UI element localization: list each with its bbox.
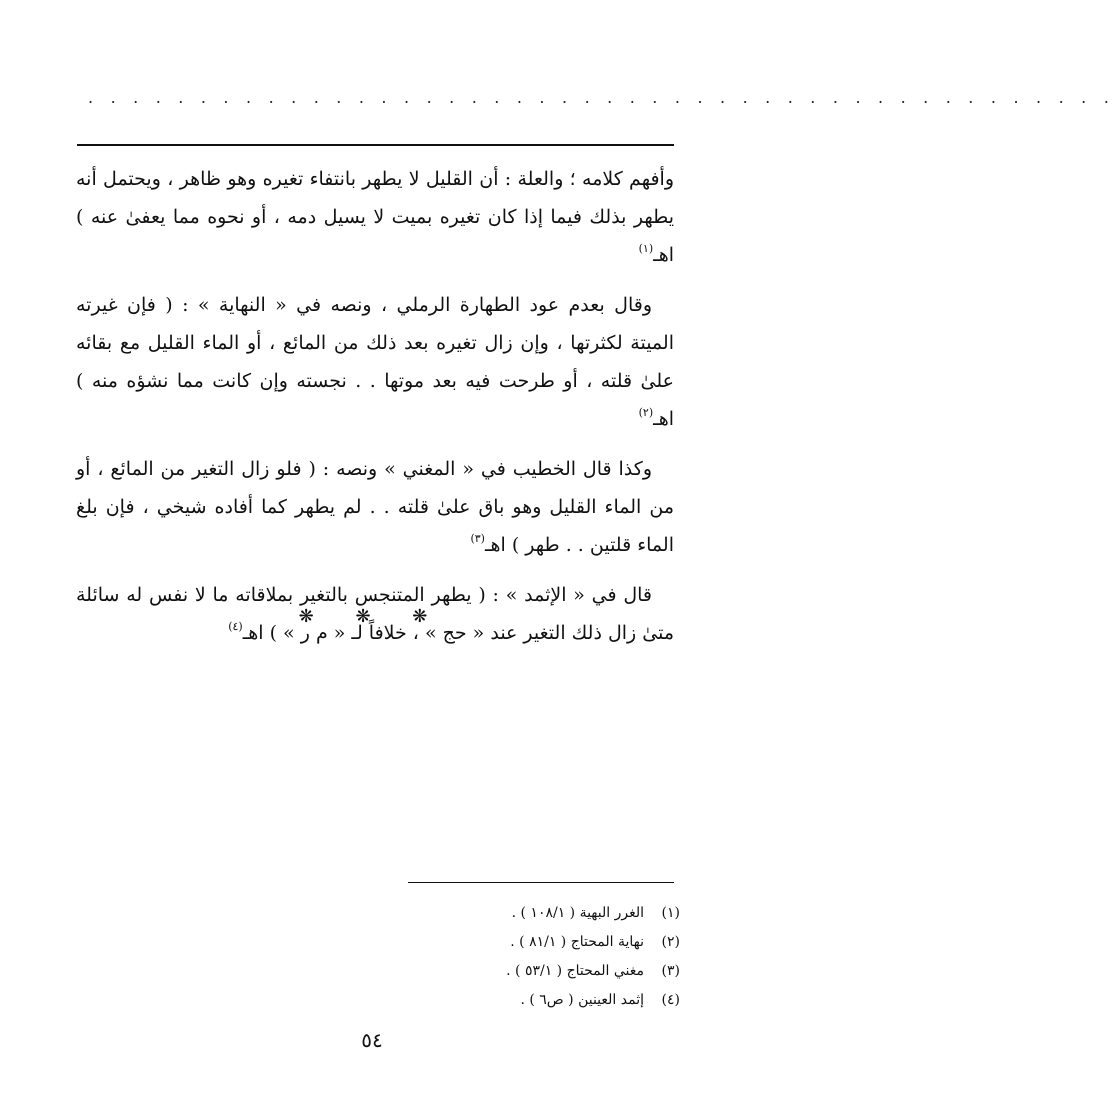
footnote-reference: (٢)	[638, 406, 654, 419]
main-text	[76, 160, 674, 664]
paragraph-text: قال في « الإثمد » : ( يطهر المتنجس بالتغير بملاقاته ما لا نفس له سائلة متىٰ زال ذلك التغير عند « حج » ، خلافاً لـ « م ر » ) اهـ	[76, 584, 674, 644]
footnote-reference: (٤)	[228, 620, 243, 633]
footnote-text: مغني المحتاج ( ٥٣/١ ) .	[506, 963, 644, 979]
header-dotted-line: . . . . . . . . . . . . . . . . . . . . . . . . . . . . . . . . . . . . . . . . . . . . . .	[88, 88, 1115, 107]
header-rule	[77, 144, 674, 146]
paragraph-2	[76, 286, 674, 438]
section-separator: ❋ ❋ ❋	[298, 606, 446, 627]
footnote-number: (١)	[661, 905, 680, 921]
paragraph-text: وأفهم كلامه ؛ والعلة : أن القليل لا يطهر بانتفاء تغيره وهو ظاهر ، ويحتمل أنه يطهر بذلك فيما إذا كان تغيره بميت لا يسيل دمه ، أو نحوه مما يعفىٰ عنه ) اهـ	[76, 168, 674, 266]
footnote-item	[300, 928, 680, 957]
footnote-item	[300, 986, 680, 1015]
footnote-number: (٤)	[661, 992, 680, 1008]
footnote-text: إثمد العينين ( ص٦ ) .	[520, 992, 644, 1008]
footnote-text: الغرر البهية ( ١٠٨/١ ) .	[511, 905, 644, 921]
footnote-number: (٢)	[661, 934, 680, 950]
page-number: ٥٤	[361, 1028, 383, 1052]
footnote-reference: (١)	[638, 242, 654, 255]
paragraph-text: وكذا قال الخطيب في « المغني » ونصه : ( فلو زال التغير من المائع ، أو من الماء القليل وهو باق علىٰ قلته . . لم يطهر كما أفاده شيخي ، فإن بلغ الماء قلتين . . طهر ) اهـ	[76, 458, 674, 556]
footnote-text: نهاية المحتاج ( ٨١/١ ) .	[510, 934, 644, 950]
paragraph-text: وقال بعدم عود الطهارة الرملي ، ونصه في « النهاية » : ( فإن غيرته الميتة لكثرتها ، وإن زال تغيره بعد ذلك من المائع ، أو الماء القليل مع بقائه علىٰ قلته ، أو طرحت فيه بعد موتها . . نجسته وإن كانت مما نشؤه منه ) اهـ	[76, 294, 674, 430]
footnote-item	[300, 957, 680, 986]
footnote-item	[300, 899, 680, 928]
footnote-rule	[408, 882, 674, 883]
footnotes-list	[300, 899, 680, 1015]
footnote-reference: (٣)	[470, 532, 485, 545]
paragraph-1	[76, 160, 674, 274]
footnote-number: (٣)	[661, 963, 680, 979]
paragraph-3	[76, 450, 674, 564]
